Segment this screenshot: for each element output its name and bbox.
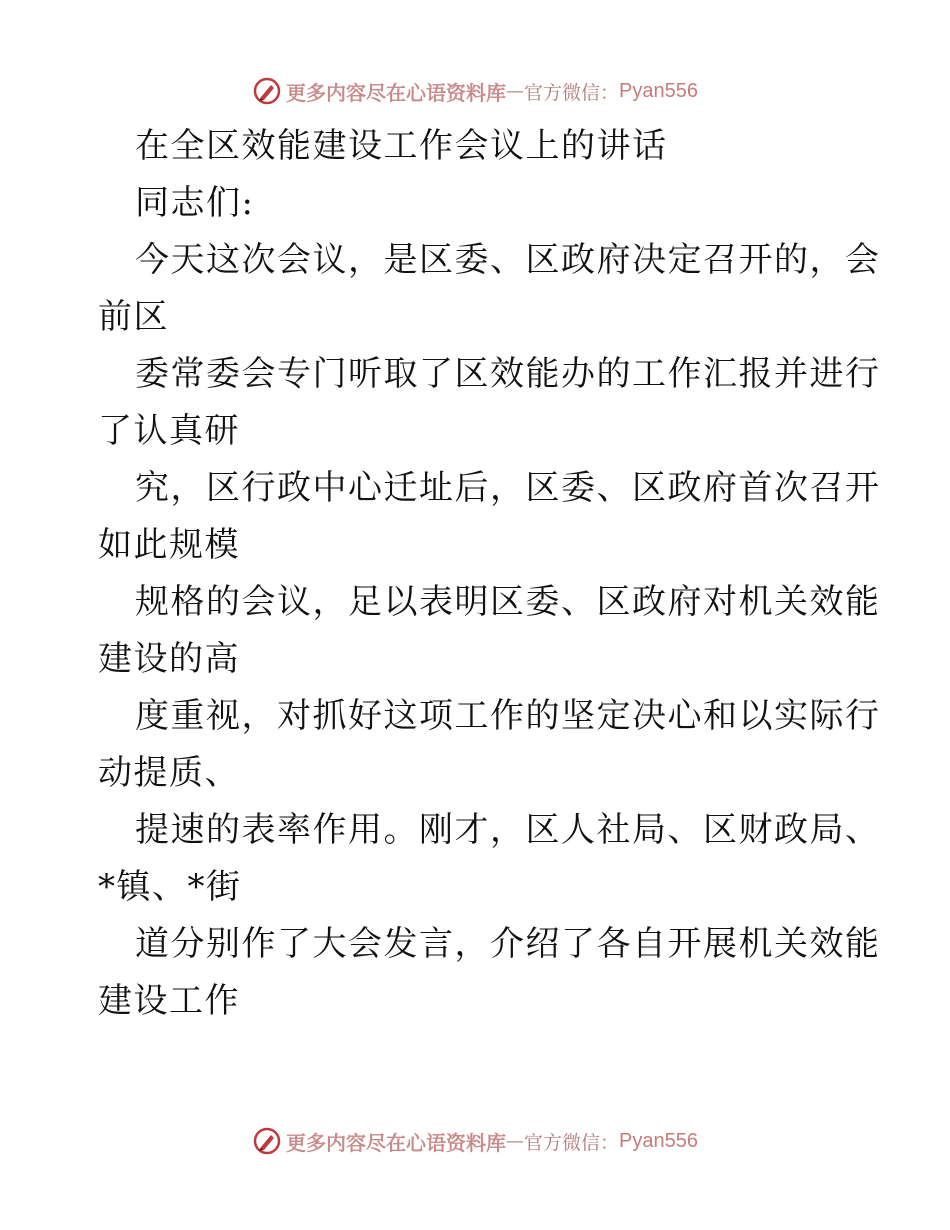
pen-logo-icon <box>252 1126 282 1156</box>
paragraph-line: 如此规模 <box>98 525 240 565</box>
pen-logo-icon <box>252 76 282 106</box>
paragraph-line: 前区 <box>98 297 169 337</box>
paragraph-line: 究，区行政中心迁址后，区委、区政府首次召开 <box>135 468 881 508</box>
footer-banner <box>0 1121 950 1161</box>
paragraph-line: 建设的高 <box>98 639 240 679</box>
banner-wechat-label: 官方微信： <box>524 81 620 104</box>
banner-text: 更多内容尽在心语资料库 <box>286 80 506 105</box>
document-title: 在全区效能建设工作会议上的讲话 <box>135 126 668 166</box>
paragraph-line: 提速的表率作用。刚才，区人社局、区财政局、 <box>135 810 881 850</box>
paragraph-line: *镇、*街 <box>98 867 242 907</box>
banner-text: 更多内容尽在心语资料库 <box>286 1130 506 1155</box>
paragraph-line: 了认真研 <box>98 411 240 451</box>
paragraph-line: 动提质、 <box>98 753 240 793</box>
paragraph-line: 道分别作了大会发言，介绍了各自开展机关效能 <box>135 924 881 964</box>
salutation: 同志们: <box>135 183 255 223</box>
banner-wechat-id: Pyan556 <box>619 1129 698 1152</box>
document-body <box>98 118 881 1030</box>
paragraph-line: 今天这次会议，是区委、区政府决定召开的，会 <box>135 240 881 280</box>
header-banner <box>0 71 950 111</box>
banner-dash: — <box>506 1130 524 1152</box>
paragraph-line: 委常委会专门听取了区效能办的工作汇报并进行 <box>135 354 881 394</box>
banner-dash: — <box>506 80 524 102</box>
paragraph-line: 规格的会议，足以表明区委、区政府对机关效能 <box>135 582 881 622</box>
paragraph-line: 度重视，对抓好这项工作的坚定决心和以实际行 <box>135 696 881 736</box>
paragraph-line: 建设工作 <box>98 981 240 1021</box>
banner-wechat-id: Pyan556 <box>619 79 698 102</box>
banner-wechat-label: 官方微信： <box>524 1131 620 1154</box>
